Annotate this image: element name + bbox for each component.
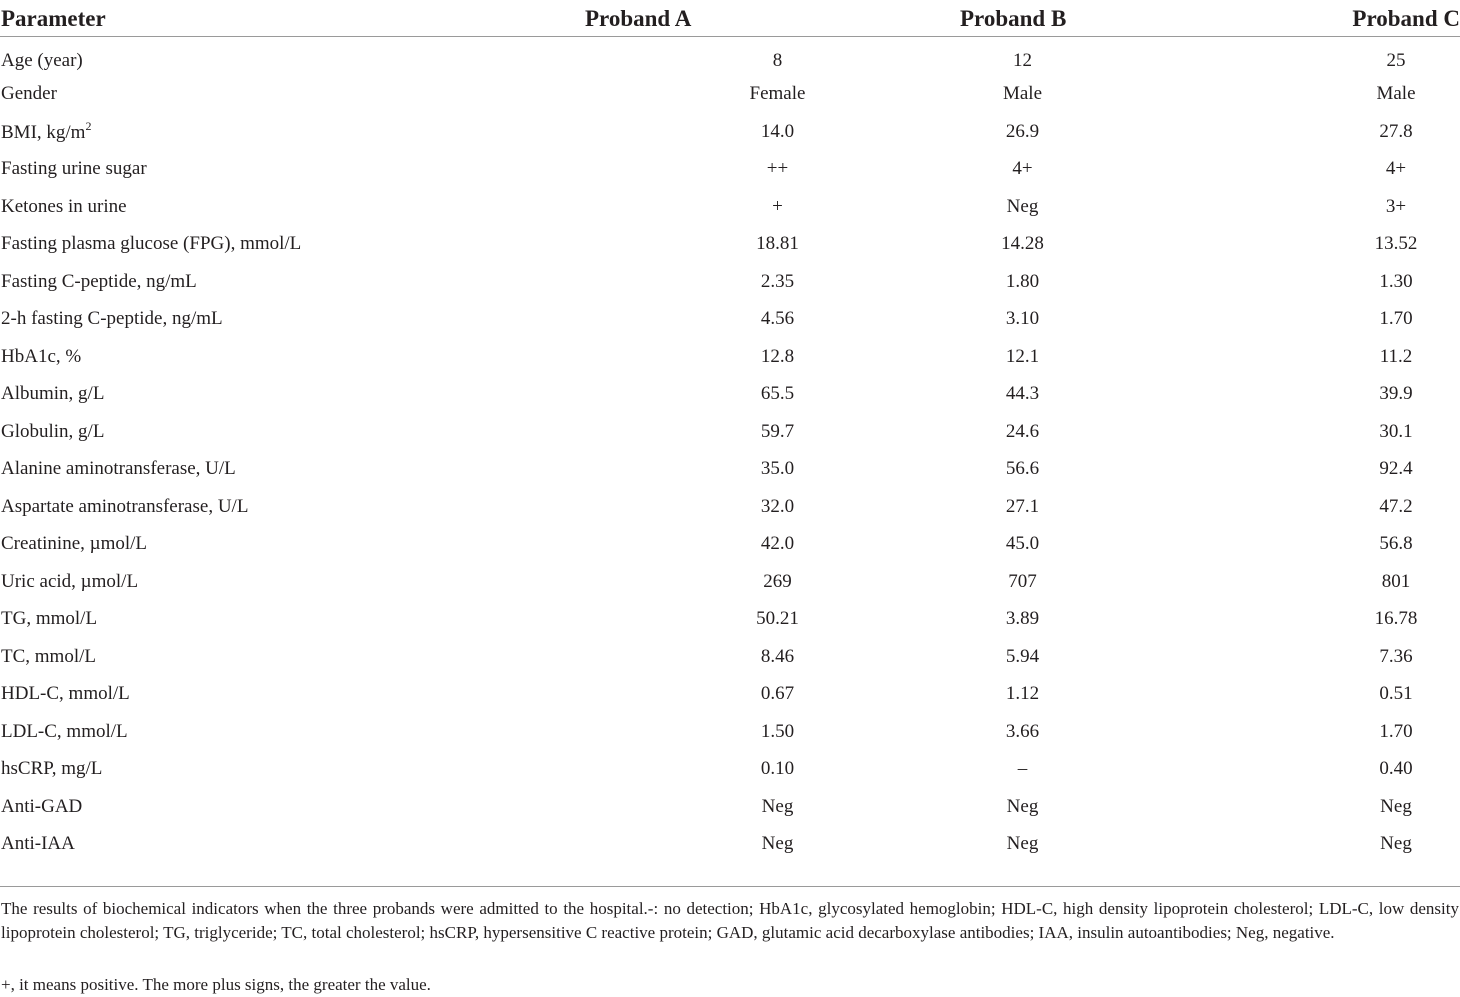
parameter-label: Albumin, g/L	[1, 383, 105, 405]
proband-a-value-cell	[510, 450, 795, 488]
proband-a-value: 50.21	[756, 608, 799, 630]
parameter-label: Fasting C-peptide, ng/mL	[1, 270, 197, 292]
proband-a-value-cell	[510, 638, 795, 676]
proband-a-value: +	[772, 195, 783, 217]
proband-b-value-cell	[785, 300, 1260, 338]
proband-a-value-cell	[510, 300, 795, 338]
proband-b-value-cell	[785, 713, 1260, 751]
proband-b-value-cell	[785, 263, 1260, 301]
proband-c-value-cell	[1260, 563, 1460, 601]
parameter-label: Anti-GAD	[1, 795, 83, 817]
table-row	[0, 488, 1460, 526]
proband-c-value: 56.8	[1379, 533, 1413, 555]
proband-c-value: 801	[1381, 570, 1411, 592]
parameter-label: hsCRP, mg/L	[1, 758, 103, 780]
proband-a-value: 269	[763, 570, 792, 592]
parameter-label: HbA1c, %	[1, 345, 82, 367]
table-row	[0, 375, 1460, 413]
proband-a-value-cell	[510, 37, 785, 76]
proband-a-value: 35.0	[760, 458, 795, 480]
proband-b-value: 3.10	[1005, 308, 1040, 330]
proband-b-value-cell	[785, 750, 1260, 788]
parameter-label: Globulin, g/L	[1, 420, 105, 442]
proband-b-value: –	[1017, 758, 1028, 780]
proband-b-value-cell	[785, 75, 1260, 113]
proband-c-value-cell	[1260, 488, 1460, 526]
parameter-label: LDL-C, mmol/L	[1, 720, 128, 742]
proband-a-value: 8	[772, 49, 783, 71]
proband-c-value: 4+	[1385, 158, 1407, 180]
proband-a-value-cell	[510, 825, 794, 863]
proband-b-value-cell	[785, 825, 1260, 863]
proband-b-value: 27.1	[1005, 495, 1040, 517]
proband-c-value-cell	[1260, 225, 1460, 263]
parameter-label: Age (year)	[1, 49, 83, 71]
parameter-cell	[0, 450, 510, 488]
proband-b-value: 12	[1013, 49, 1032, 71]
proband-b-value-cell	[785, 675, 1260, 713]
proband-c-value-cell	[1260, 375, 1460, 413]
proband-c-value: 30.1	[1379, 420, 1413, 442]
proband-c-value-cell	[1260, 263, 1460, 301]
proband-a-value-cell	[510, 750, 795, 788]
proband-b-value: Neg	[1006, 195, 1039, 217]
proband-a-value-cell	[510, 488, 795, 526]
proband-a-value-cell	[510, 225, 799, 263]
proband-a-value: 65.5	[760, 383, 795, 405]
proband-c-value-cell	[1260, 750, 1460, 788]
parameter-cell	[0, 188, 510, 226]
proband-c-value-cell	[1260, 300, 1460, 338]
proband-b-value: 1.80	[1005, 270, 1040, 292]
table-row	[0, 413, 1460, 451]
proband-a-value: 14.0	[760, 120, 795, 142]
proband-c-value-cell	[1260, 413, 1460, 451]
header-proband-b: Proband B	[785, 0, 1260, 37]
proband-c-value: 7.36	[1379, 645, 1413, 667]
proband-a-value: 0.67	[760, 683, 795, 705]
proband-c-value: Male	[1376, 83, 1416, 105]
parameter-cell	[0, 75, 510, 113]
proband-c-value-cell	[1260, 75, 1460, 113]
proband-b-value-cell	[785, 37, 1260, 76]
proband-b-value-cell	[785, 450, 1260, 488]
proband-c-value: 0.40	[1379, 758, 1413, 780]
parameter-label: TG, mmol/L	[1, 608, 98, 630]
parameter-cell	[0, 113, 510, 151]
proband-c-value-cell	[1260, 713, 1460, 751]
proband-a-value-cell	[510, 375, 795, 413]
parameter-cell	[0, 750, 510, 788]
proband-b-value-cell	[785, 525, 1260, 563]
proband-c-value-cell	[1260, 338, 1460, 376]
footnote-plus-signs: +, it means positive. The more plus signs, the greater the value.	[1, 975, 431, 994]
parameter-cell	[0, 638, 510, 676]
parameter-cell	[0, 600, 510, 638]
parameter-label: HDL-C, mmol/L	[1, 683, 130, 705]
parameter-cell	[0, 338, 510, 376]
parameter-label: Aspartate aminotransferase, U/L	[1, 495, 249, 517]
proband-c-value: 92.4	[1379, 458, 1413, 480]
table-row	[0, 713, 1460, 751]
proband-c-value: 11.2	[1379, 345, 1413, 367]
proband-c-value: 3+	[1385, 195, 1407, 217]
table-row	[0, 675, 1460, 713]
table-body	[0, 37, 1460, 863]
header-proband-c: Proband C	[1260, 0, 1460, 37]
proband-c-value: Neg	[1380, 795, 1412, 817]
table-row	[0, 225, 1460, 263]
proband-a-value-cell	[510, 675, 795, 713]
proband-b-value-cell	[785, 225, 1260, 263]
parameter-label: Fasting urine sugar	[1, 158, 147, 180]
proband-c-value-cell	[1260, 450, 1460, 488]
proband-a-value-cell	[510, 263, 795, 301]
proband-c-value: 39.9	[1379, 383, 1413, 405]
table-row	[0, 300, 1460, 338]
proband-b-value: 5.94	[1005, 645, 1040, 667]
parameter-label: Uric acid, µmol/L	[1, 570, 139, 592]
proband-b-value: 3.89	[1005, 608, 1040, 630]
parameter-cell	[0, 225, 510, 263]
proband-a-value-cell	[510, 713, 795, 751]
proband-a-value: Neg	[761, 833, 794, 855]
table-row	[0, 750, 1460, 788]
proband-c-value: 47.2	[1379, 495, 1413, 517]
proband-b-value-cell	[785, 150, 1260, 188]
proband-b-value: Neg	[1006, 795, 1039, 817]
table-header	[0, 0, 1460, 37]
table-row	[0, 37, 1460, 76]
proband-c-value: 16.78	[1374, 608, 1418, 630]
proband-b-value: 12.1	[1005, 345, 1040, 367]
table-row	[0, 563, 1460, 601]
proband-b-value: 14.28	[1001, 233, 1044, 255]
proband-b-value: 3.66	[1005, 720, 1040, 742]
parameter-cell	[0, 788, 510, 826]
proband-c-value: 1.70	[1379, 308, 1413, 330]
proband-c-value: 1.70	[1379, 720, 1413, 742]
table-bottom-rule	[0, 886, 1460, 887]
parameter-label: Alanine aminotransferase, U/L	[1, 458, 236, 480]
header-proband-a: Proband A	[510, 0, 785, 37]
parameter-superscript: 2	[85, 119, 92, 134]
proband-b-value: 707	[1008, 570, 1037, 592]
proband-a-value-cell	[510, 525, 795, 563]
proband-c-value-cell	[1260, 600, 1460, 638]
proband-a-value: Neg	[761, 795, 794, 817]
parameter-cell	[0, 825, 510, 863]
proband-a-value-cell	[510, 413, 795, 451]
proband-c-value-cell	[1260, 150, 1460, 188]
parameter-cell	[0, 37, 510, 76]
table-row	[0, 600, 1460, 638]
parameter-cell	[0, 525, 510, 563]
parameter-cell	[0, 488, 510, 526]
proband-b-value: 44.3	[1005, 383, 1040, 405]
proband-c-value: 1.30	[1379, 270, 1413, 292]
proband-b-value-cell	[785, 638, 1260, 676]
proband-a-value: 42.0	[760, 533, 795, 555]
proband-a-value: 32.0	[760, 495, 795, 517]
proband-b-value: Neg	[1006, 833, 1039, 855]
proband-c-value-cell	[1260, 638, 1460, 676]
proband-c-value: 27.8	[1379, 120, 1413, 142]
table-row	[0, 450, 1460, 488]
proband-b-value-cell	[785, 338, 1260, 376]
proband-c-value-cell	[1260, 113, 1460, 151]
proband-b-value-cell	[785, 413, 1260, 451]
table-row	[0, 338, 1460, 376]
proband-a-value-cell	[510, 338, 795, 376]
proband-b-value-cell	[785, 488, 1260, 526]
proband-c-value: Neg	[1380, 833, 1412, 855]
proband-c-value-cell	[1260, 37, 1460, 76]
proband-b-value: 45.0	[1005, 533, 1040, 555]
proband-a-value: 8.46	[760, 645, 795, 667]
table-row	[0, 788, 1460, 826]
table-row	[0, 113, 1460, 151]
parameter-label: Fasting plasma glucose (FPG), mmol/L	[1, 233, 302, 255]
parameter-label: BMI, kg/m	[1, 122, 86, 144]
parameter-cell	[0, 150, 510, 188]
proband-b-value: 24.6	[1005, 420, 1040, 442]
proband-a-value-cell	[510, 788, 794, 826]
proband-a-value: 0.10	[760, 758, 795, 780]
parameter-label: Creatinine, µmol/L	[1, 533, 148, 555]
proband-a-value-cell	[510, 188, 785, 226]
parameter-label: Anti-IAA	[1, 833, 75, 855]
parameter-cell	[0, 375, 510, 413]
table-row	[0, 150, 1460, 188]
parameter-cell	[0, 263, 510, 301]
proband-b-value: 1.12	[1005, 683, 1040, 705]
proband-b-value: Male	[1002, 83, 1043, 105]
proband-b-value-cell	[785, 563, 1260, 601]
proband-a-value: 18.81	[756, 233, 799, 255]
parameter-label: Ketones in urine	[1, 195, 127, 217]
proband-a-value-cell	[510, 113, 795, 151]
table-row	[0, 263, 1460, 301]
proband-a-value: 1.50	[760, 720, 795, 742]
proband-a-value: ++	[766, 158, 789, 180]
proband-b-value-cell	[785, 600, 1260, 638]
parameter-cell	[0, 300, 510, 338]
proband-b-value-cell	[785, 788, 1260, 826]
proband-b-value: 56.6	[1005, 458, 1040, 480]
proband-b-value-cell	[785, 188, 1260, 226]
proband-c-value: 0.51	[1379, 683, 1413, 705]
table-row	[0, 638, 1460, 676]
parameter-cell	[0, 675, 510, 713]
proband-b-value: 26.9	[1005, 120, 1040, 142]
proband-c-value-cell	[1260, 675, 1460, 713]
proband-b-value-cell	[785, 113, 1260, 151]
proband-b-value-cell	[785, 375, 1260, 413]
header-parameter: Parameter	[0, 0, 510, 37]
proband-b-value: 4+	[1012, 158, 1033, 180]
proband-a-value-cell	[510, 150, 789, 188]
parameter-label: 2-h fasting C-peptide, ng/mL	[1, 308, 223, 330]
footnote-abbreviations: The results of biochemical indicators when the three probands were admitted to the hospital.-: no detection; HbA1c, glycosylated hemoglobin; HDL-C, high density lipoprotein cholesterol; LDL-C, low density lipoprotein cholesterol; TG, triglyceride; TC, total cholesterol; hsCRP, hypersensitive C reactive protein; GAD, glutamic acid decarboxylase antibodies; IAA, insulin autoantibodies; Neg, negative.	[1, 899, 1459, 942]
proband-c-value-cell	[1260, 525, 1460, 563]
proband-c-value: 25	[1386, 49, 1406, 71]
proband-a-value-cell	[510, 75, 806, 113]
proband-a-value: Female	[749, 83, 806, 105]
parameter-cell	[0, 563, 510, 601]
proband-a-value-cell	[510, 600, 799, 638]
table-row	[0, 75, 1460, 113]
proband-a-value: 12.8	[760, 345, 795, 367]
proband-c-value-cell	[1260, 788, 1460, 826]
parameter-label: Gender	[1, 83, 57, 105]
header-row	[0, 0, 1460, 37]
parameter-label: TC, mmol/L	[1, 645, 96, 667]
parameter-cell	[0, 713, 510, 751]
proband-a-value: 59.7	[760, 420, 795, 442]
table-row	[0, 525, 1460, 563]
proband-a-value: 4.56	[760, 308, 795, 330]
proband-a-value-cell	[510, 563, 792, 601]
proband-c-value-cell	[1260, 825, 1460, 863]
proband-c-value-cell	[1260, 188, 1460, 226]
parameter-cell	[0, 413, 510, 451]
proband-a-value: 2.35	[760, 270, 795, 292]
table-row	[0, 188, 1460, 226]
table-row	[0, 825, 1460, 863]
proband-c-value: 13.52	[1374, 233, 1418, 255]
